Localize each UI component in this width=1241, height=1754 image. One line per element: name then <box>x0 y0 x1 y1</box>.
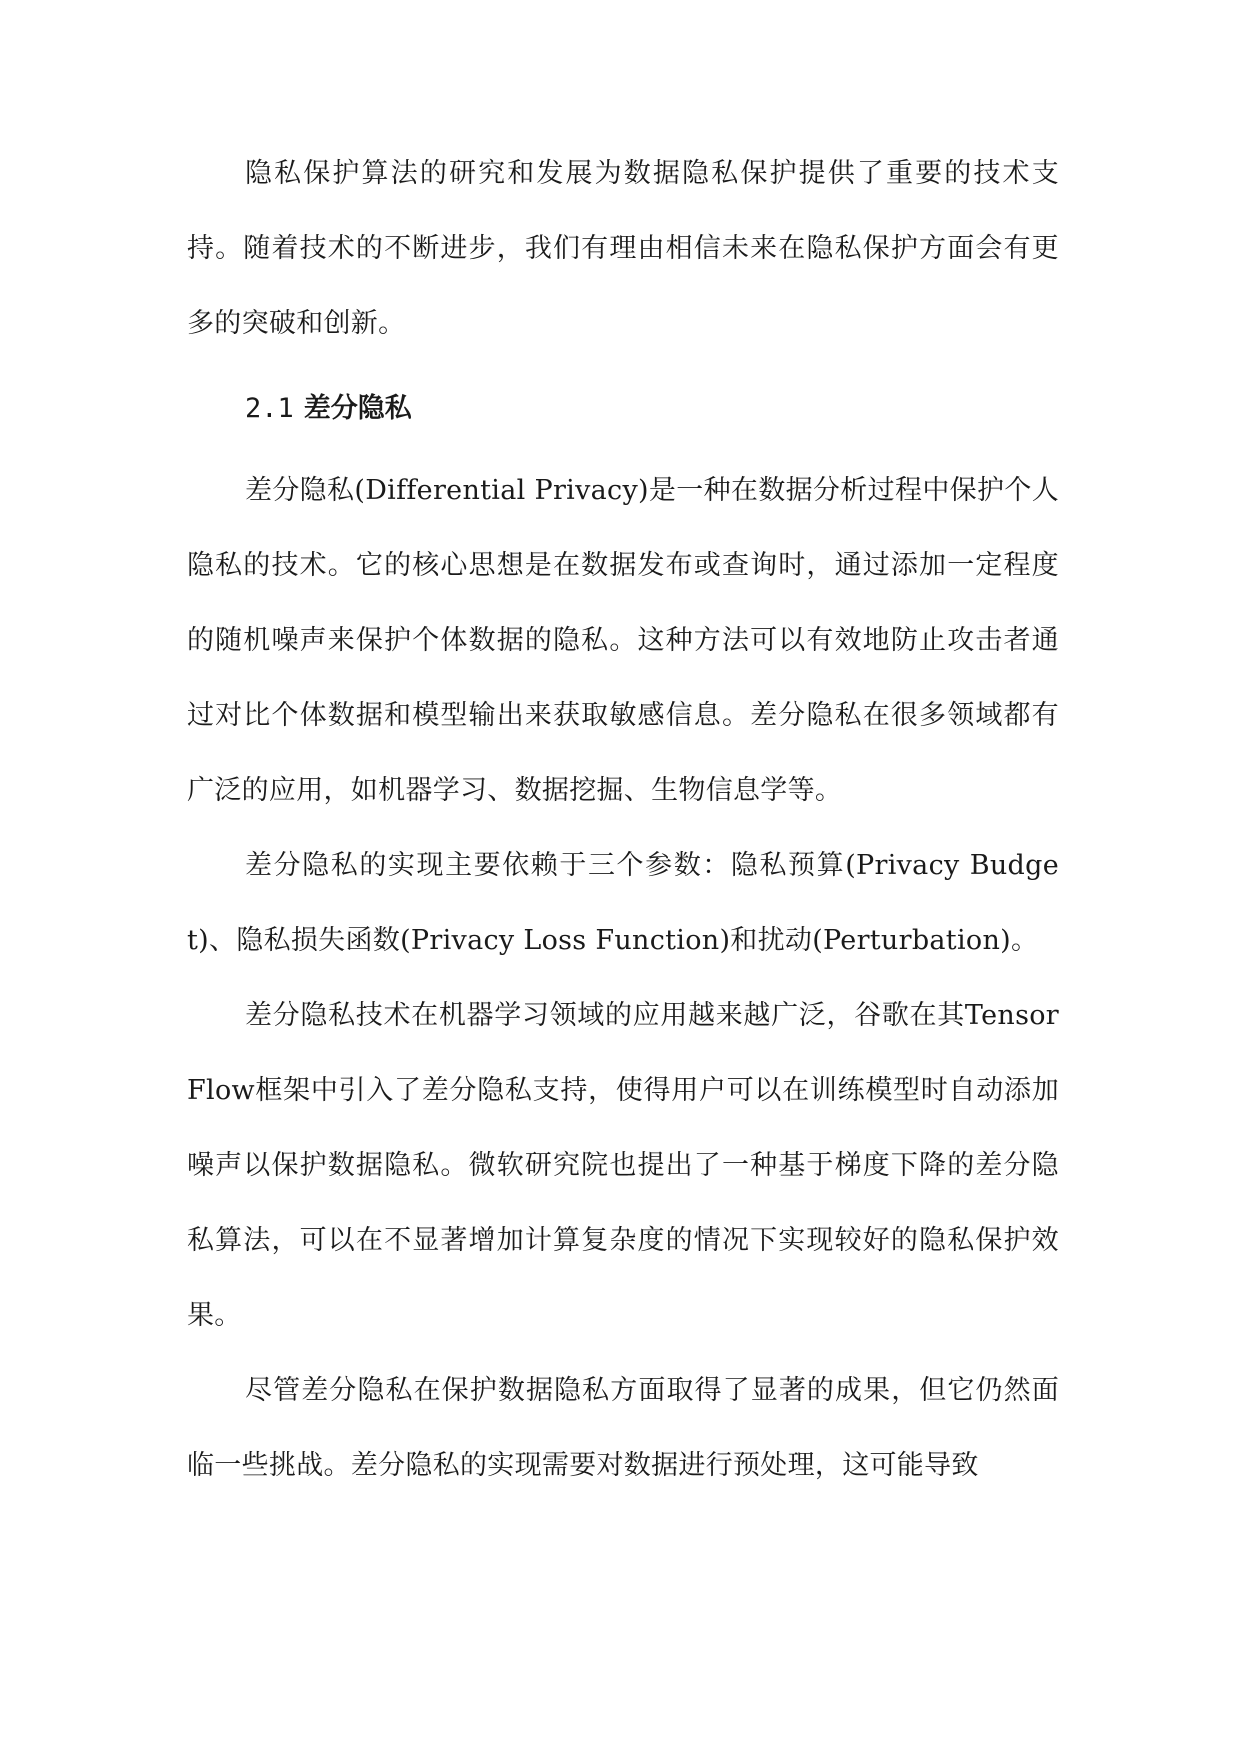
section-heading <box>187 379 1059 439</box>
paragraph-definition: 差分隐私(Differential Privacy)是一种在数据分析过程中保护个人隐私的技术。它的核心思想是在数据发布或查询时，通过添加一定程度的随机噪声来保护个体数据的隐私。这种方法可以有效地防止攻击者通过对比个体数据和模型输出来获取敏感信息。差分隐私在很多领域都有广泛的应用，如机器学习、数据挖掘、生物信息学等。 <box>187 475 1059 806</box>
paragraph-applications: 差分隐私技术在机器学习领域的应用越来越广泛，谷歌在其TensorFlow框架中引入了差分隐私支持，使得用户可以在训练模型时自动添加噪声以保护数据隐私。微软研究院也提出了一种基于梯度下降的差分隐私算法，可以在不显著增加计算复杂度的情况下实现较好的隐私保护效果。 <box>187 1000 1059 1331</box>
paragraph-parameters: 差分隐私的实现主要依赖于三个参数：隐私预算(Privacy Budget)、隐私损失函数(Privacy Loss Function)和扰动(Perturbation)。 <box>187 850 1059 956</box>
paragraph-challenges: 尽管差分隐私在保护数据隐私方面取得了显著的成果，但它仍然面临一些挑战。差分隐私的实现需要对数据进行预处理，这可能导致 <box>187 1375 1059 1481</box>
intro-paragraph: 隐私保护算法的研究和发展为数据隐私保护提供了重要的技术支持。随着技术的不断进步，我们有理由相信未来在隐私保护方面会有更多的突破和创新。 <box>187 158 1059 339</box>
document-page <box>187 136 1059 1503</box>
section-number: 2.1 <box>245 393 294 424</box>
section-title: 差分隐私 <box>303 393 412 424</box>
